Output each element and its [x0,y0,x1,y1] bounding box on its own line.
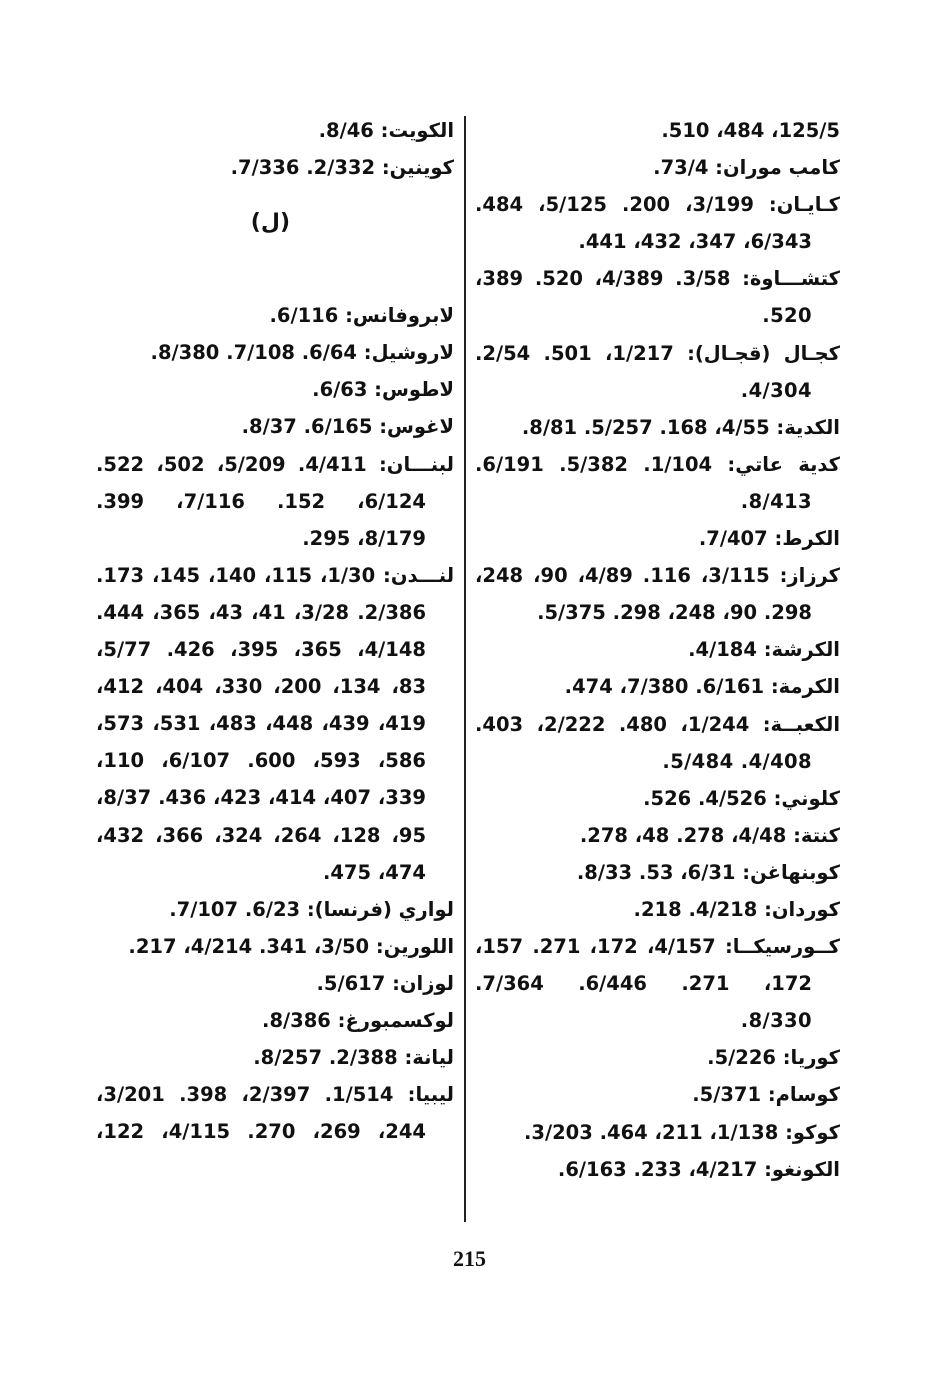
entry-line: لبنـــان: 4/411. 5/209، 502، 522. [96,452,454,476]
entry-line: 172، 271. 6/446. 7/364. [475,972,813,996]
entry-line: 474، 475. [322,860,426,884]
index-entry [475,1076,840,1113]
entry-line: كتشـــاوة: 3/58. 4/389، 520. 389، [475,267,840,291]
index-entry [475,706,840,780]
entry-line: 6/343، 347، 432، 441. [578,230,812,254]
entry-line: كامب موران: 73/4. [653,156,840,180]
index-entry [475,1151,840,1188]
entry-line: اللورين: 3/50، 341. 4/214، 217. [128,934,454,958]
entry-line: ليبيا: 1/514. 2/397، 398. 3/201، [96,1083,454,1107]
entry-line: كوردان: 4/218. 218. [633,897,840,921]
column-divider [464,116,466,1222]
index-entry [475,260,840,334]
entry-line: كوينين: 2/332. 7/336. [230,156,454,180]
index-entry [96,371,454,408]
index-entry [96,1039,454,1076]
entry-line: الكرشة: 4/184. [688,638,840,662]
entry-line: 95، 128، 264، 324، 366، 432، [96,823,427,847]
index-entry [96,446,454,557]
entry-line: لاغوس: 6/165. 8/37. [241,415,454,439]
index-entry [96,965,454,1002]
entry-line: 586، 593، 600. 6/107، 110، [96,749,427,773]
entry-line: 6/124، 152. 7/116، 399. [96,489,426,513]
entry-line: 4/304. [740,378,812,402]
section-heading: (ل) [250,210,290,236]
page-number: 215 [453,1246,486,1271]
index-entry [96,334,454,371]
index-entry [475,668,840,705]
index-entry [475,520,840,557]
entry-line: لاروشيل: 6/64. 7/108. 8/380. [150,341,454,365]
entry-line: لنـــدن: 1/30، 115، 140، 145، 173. [96,563,454,587]
entry-line: الكويت: 8/46. [318,119,454,142]
entry-line: 2/386. 3/28، 41، 43، 365، 444. [96,600,427,624]
entry-line: لاطوس: 6/63. [312,378,454,402]
entry-line: كرزاز: 3/115، 116. 4/89، 90، 248، [475,564,840,588]
index-entry [475,780,840,817]
entry-line: الكدية: 4/55، 168. 5/257. 8/81. [521,415,840,439]
index-entry [475,409,840,446]
entry-line: كنتة: 4/48، 278. 48، 278. [579,823,840,847]
index-entry [475,1114,840,1151]
index-entry [475,1039,840,1076]
index-entry [96,408,454,445]
entry-line: 8/330. [740,1009,812,1033]
entry-line: لوكسمبورغ: 8/386. [262,1008,454,1032]
index-entry [475,928,840,1039]
index-column-left [96,112,454,1150]
index-entry [475,149,840,186]
index-entry [96,557,454,891]
entry-line: لواري (فرنسا): 6/23. 7/107. [169,897,454,921]
index-entry [475,557,840,631]
entry-line: كوسام: 5/371. [692,1083,840,1107]
index-entry [96,149,454,186]
entry-line: كوبنهاغن: 6/31، 53. 8/33. [576,860,840,884]
index-entry [475,446,840,520]
entry-line: 4/408. 5/484. [662,749,812,773]
entry-line: كلوني: 4/526. 526. [643,786,840,810]
index-entry [96,1076,454,1150]
entry-line: 419، 439، 448، 483، 531، 573، [96,712,427,736]
entry-line: 244، 269، 270. 4/115، 122، [96,1120,427,1144]
index-entry [475,817,840,854]
index-column-right [475,112,840,1188]
entry-line: لوزان: 5/617. [316,971,454,995]
entry-line: 4/148، 365، 395، 426. 5/77، [96,638,426,662]
entry-line: كـايـان: 3/199، 200. 5/125، 484. [475,193,840,217]
entry-line: 520. [762,304,812,328]
entry-line: 8/413. [740,489,812,513]
entry-line: كوكو: 1/138، 211، 464. 3/203. [524,1120,840,1144]
index-entry [475,891,840,928]
entry-line: 125/5، 484، 510. [661,119,840,142]
index-entry [96,928,454,965]
entry-line: 298. 90، 248، 298. 5/375. [537,601,812,625]
index-entry [475,854,840,891]
entry-line: 339، 407، 414، 423، 436. 8/37، [96,786,427,810]
entry-line: الكرط: 7/407. [698,527,840,551]
index-entry [475,112,840,149]
entry-line: ليانة: 2/388. 8/257. [253,1046,454,1070]
entry-line: 8/179، 295. [302,526,426,550]
index-entry [475,335,840,409]
index-entry [96,297,454,334]
entry-line: الكرمة: 6/161. 7/380، 474. [564,675,840,699]
index-entry [96,891,454,928]
entry-line: لابروفانس: 6/116. [269,304,454,328]
index-entry [475,186,840,260]
entry-line: كوريا: 5/226. [707,1046,840,1070]
entry-line: الكعبــة: 1/244، 480. 2/222، 403. [475,712,840,736]
entry-line: كجـال (قجـال): 1/217، 501. 2/54. [475,341,840,365]
entry-line: 83، 134، 200، 330، 404، 412، [96,675,427,699]
entry-line: الكونغو: 4/217، 233. 6/163. [557,1157,840,1181]
index-entry [475,631,840,668]
index-entry [96,1002,454,1039]
index-entry [96,112,454,149]
entry-line: كــورسيكــا: 4/157، 172، 271. 157، [475,935,840,959]
entry-line: كدية عاتي: 1/104. 5/382. 6/191. [475,452,840,476]
